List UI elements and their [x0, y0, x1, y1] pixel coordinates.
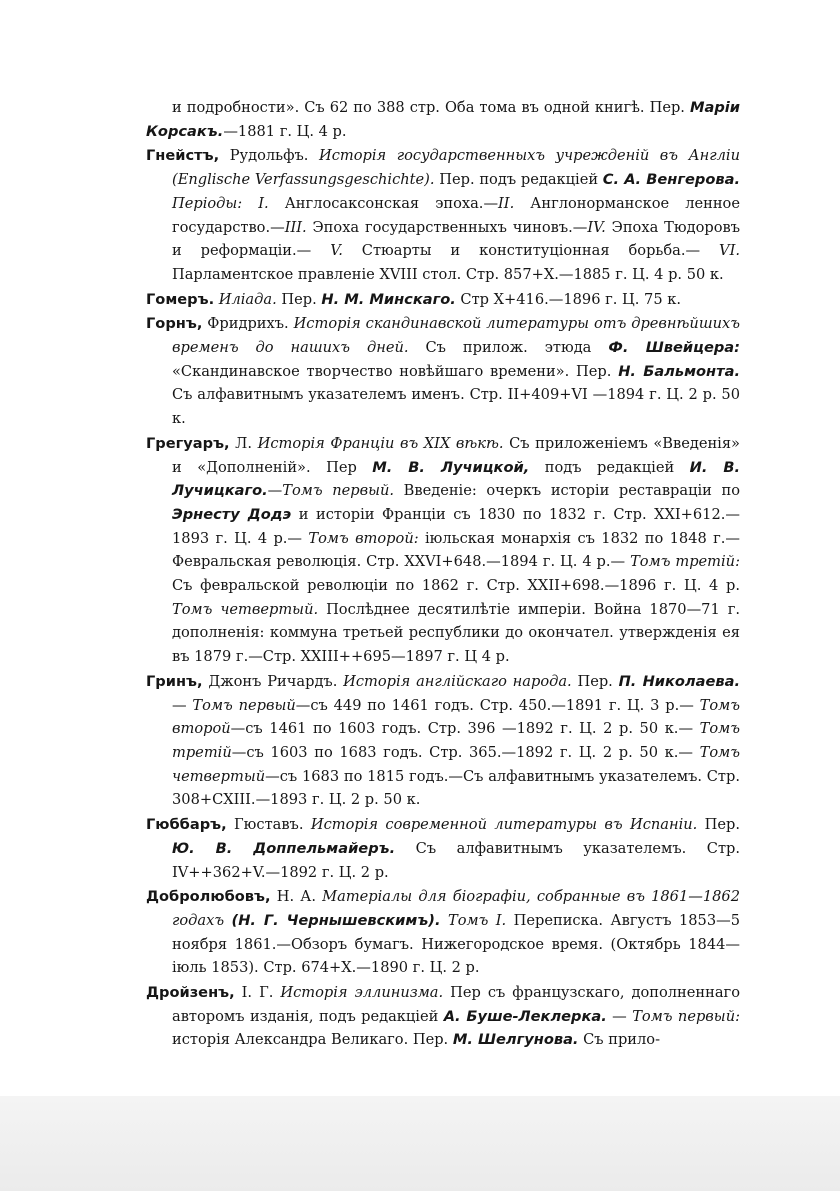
- entry-text: —съ 449 по 1461 годъ. Стр. 450.—1891 г. Ц. 3 р.—: [295, 696, 700, 714]
- entry-name-bold: И. В. Лучицкаго.: [172, 458, 741, 500]
- entry-text: «Скандинавское творчество новѣйшаго времени». Пер.: [172, 362, 619, 380]
- entry-name-bold: М. В. Лучицкой,: [372, 458, 530, 476]
- entry-title-italic: IV.: [587, 218, 606, 236]
- entry-text: Л.: [229, 434, 258, 452]
- entry-title-italic: Исторія англійскаго народа.: [343, 672, 572, 690]
- catalog-entry: [146, 312, 740, 431]
- entry-name-bold: Н. Бальмонта.: [618, 362, 740, 380]
- entry-author: Гринъ,: [146, 672, 203, 690]
- entry-author: Добролюбовъ,: [146, 888, 271, 906]
- entry-text: —: [606, 1007, 633, 1025]
- entry-text: Съ алфавитнымъ указателемъ именъ. Стр. II+409+VI —1894 г. Ц. 2 р. 50 к.: [172, 386, 740, 428]
- catalog-entry: [146, 813, 740, 884]
- entry-name-bold: Маріи Корсакъ.: [146, 99, 740, 140]
- entry-text: —съ 1683 по 1815 годъ.—Съ алфавитнымъ указателемъ. Стр. 308+CXIII.—1893 г. Ц. 2 р. 50 к.: [172, 767, 740, 809]
- entry-title-italic: V.: [330, 242, 343, 260]
- entry-author: Грегуаръ,: [146, 434, 230, 452]
- entry-title-italic: II.: [498, 194, 515, 212]
- entry-title-italic: Томъ второй: [172, 696, 740, 738]
- entry-text: Н. А.: [270, 888, 323, 906]
- entry-title-italic: Томъ первый:: [632, 1007, 741, 1025]
- entry-text: —: [172, 696, 193, 714]
- entry-text: I. Г.: [234, 984, 281, 1002]
- entry-title-italic: Томъ первый: [192, 696, 296, 714]
- catalog-entry: [146, 670, 740, 812]
- entry-title-italic: Томъ первый.: [282, 482, 395, 500]
- entry-text: —съ 1603 по 1683 годъ. Стр. 365.—1892 г. Ц. 2 р. 50 к.—: [231, 743, 700, 761]
- entry-text: Эпоха государственныхъ чиновъ.—: [306, 218, 588, 236]
- entry-title-italic: Иліада.: [218, 290, 277, 308]
- entry-text: подъ редакціей: [529, 458, 690, 476]
- entry-title-italic: Томъ четвертый: [172, 743, 740, 785]
- entry-text: Съ февральской революціи по 1862 г. Стр. XXII+698.—1896 г. Ц. 4 р.: [172, 577, 740, 595]
- entry-text: —1881 г. Ц. 4 р.: [223, 122, 347, 140]
- entry-text: и подробности». Съ 62 по 388 стр. Оба тома въ одной книгѣ. Пер.: [172, 99, 690, 116]
- entry-title-italic: VI.: [719, 242, 740, 260]
- entry-name-bold: Ф. Швейцера:: [608, 339, 740, 357]
- entry-text: іюльская монархія съ 1832 по 1848 г.—Февральская революція. Стр. XXVI+648.—1894 г. Ц. 4 р.—: [172, 529, 740, 571]
- entry-author: Гнейстъ,: [146, 147, 220, 165]
- entry-text: Парламентское правленіе XVIII стол. Стр. 857+X.—1885 г. Ц. 4 р. 50 к.: [172, 265, 724, 283]
- entry-name-bold: Ю. В. Доппельмайеръ.: [172, 839, 396, 857]
- entry-text: Стюарты и конституціонная борьба.—: [342, 242, 720, 260]
- entry-text: Съ приложеніемъ «Введенія» и «Дополненій». Пер: [172, 434, 740, 476]
- entry-name-bold: Н. М. Минскаго.: [321, 290, 456, 308]
- entry-name-bold: М. Шелгунова.: [452, 1031, 579, 1049]
- entry-name-bold: П. Николаева.: [618, 672, 740, 690]
- entry-name-bold: Эрнесту Додэ: [172, 505, 292, 523]
- entry-text: —: [267, 482, 283, 500]
- entry-text: Джонъ Ричардъ.: [202, 672, 344, 690]
- entry-title-italic: Періоды: I.: [172, 194, 269, 212]
- entry-text: Введеніе: очеркъ исторіи реставраціи по: [394, 482, 741, 500]
- entry-text: исторія Александра Великаго. Пер.: [172, 1031, 453, 1049]
- entry-title-italic: Исторія эллинизма.: [280, 984, 444, 1002]
- entry-name-bold: (Н. Г. Чернышевскимъ).: [231, 911, 441, 929]
- entry-author: Гюббаръ,: [146, 816, 227, 834]
- entry-text: [441, 912, 448, 929]
- entry-title-italic: Томъ четвертый.: [172, 600, 319, 618]
- entry-text: и исторіи Франціи съ 1830 по 1832 г. Стр. XXI+612.—1893 г. Ц. 4 р.—: [172, 505, 740, 547]
- entry-text: Съ прило-: [578, 1031, 660, 1049]
- entry-text: Послѣднее десятилѣтіе имперіи. Война 1870—71 г. дополненія: коммуна третьей республики до окончател. утвержденія ея въ 1879 г.—Стр. XXIII++695—1897 г. Ц 4 р.: [172, 600, 740, 666]
- entry-text: [224, 912, 231, 929]
- entry-title-italic: Томъ I.: [447, 911, 507, 929]
- entry-text: Пер съ французскаго, дополненнаго авторомъ изданія, подъ редакціей: [172, 984, 740, 1025]
- entry-text: Англосаксонская эпоха.—: [268, 194, 499, 212]
- catalog-entry: [146, 288, 740, 312]
- catalog-text: [146, 96, 740, 1053]
- entry-title-italic: III.: [284, 218, 307, 236]
- entry-text: Пер.: [571, 672, 619, 690]
- entry-text: Пер.: [697, 816, 741, 834]
- entry-text: Съ прилож. этюда: [408, 339, 609, 357]
- entry-text: Рудольфъ.: [219, 147, 319, 165]
- entry-name-bold: А. Буше-Леклерка.: [443, 1007, 607, 1025]
- entry-name-bold: С. А. Венгерова.: [602, 171, 740, 189]
- entry-text: Пер. подъ редакціей: [434, 171, 603, 189]
- entry-text: Пер.: [276, 290, 322, 308]
- continued-entry: [146, 96, 740, 143]
- entry-text: Гюставъ.: [226, 816, 311, 834]
- catalog-entry: [146, 144, 740, 286]
- entry-text: Фридрихъ.: [202, 315, 294, 333]
- entry-text: Стр X+416.—1896 г. Ц. 75 к.: [455, 290, 682, 308]
- entry-title-italic: Исторія государственныхъ учрежденій въ Англіи (Englische Verfassungsgeschichte).: [172, 147, 740, 189]
- catalog-entry: [146, 432, 740, 669]
- entry-title-italic: Томъ третій:: [630, 553, 741, 571]
- entry-title-italic: Исторія Франціи въ XIX вѣкѣ.: [257, 434, 504, 452]
- entry-author: Горнъ,: [146, 315, 203, 333]
- entry-text: Переписка. Августъ 1853—5 ноября 1861.—Обзоръ бумагъ. Нижегородское время. (Октябрь 1844—іюль 1853). Стр. 674+X.—1890 г. Ц. 2 р.: [172, 911, 741, 977]
- catalog-entry: [146, 981, 740, 1052]
- entry-title-italic: Матеріалы для біографіи, собранные въ 1861—1862 годахъ: [172, 888, 740, 929]
- entry-title-italic: Исторія современной литературы въ Испаніи.: [310, 816, 698, 834]
- entry-text: Съ алфавитнымъ указателемъ. Стр. IV++362+V.—1892 г. Ц. 2 р.: [172, 839, 740, 881]
- entry-title-italic: Томъ третій: [172, 720, 740, 761]
- entry-text: —съ 1461 по 1603 годъ. Стр. 396 —1892 г. Ц. 2 р. 50 к.—: [230, 720, 700, 738]
- entry-title-italic: Томъ второй:: [308, 529, 419, 547]
- entry-title-italic: Исторія скандинавской литературы отъ древнѣйшихъ временъ до нашихъ дней.: [172, 315, 740, 357]
- entry-text: Англонорманское ленное государство.—: [172, 194, 740, 236]
- entry-text: Эпоха Тюдоровъ и реформаціи.—: [172, 218, 740, 260]
- entry-author: Гомеръ.: [146, 290, 215, 308]
- scan-bottom-edge: [0, 1096, 840, 1191]
- catalog-entry: [146, 885, 740, 980]
- entry-author: Дройзенъ,: [146, 984, 235, 1002]
